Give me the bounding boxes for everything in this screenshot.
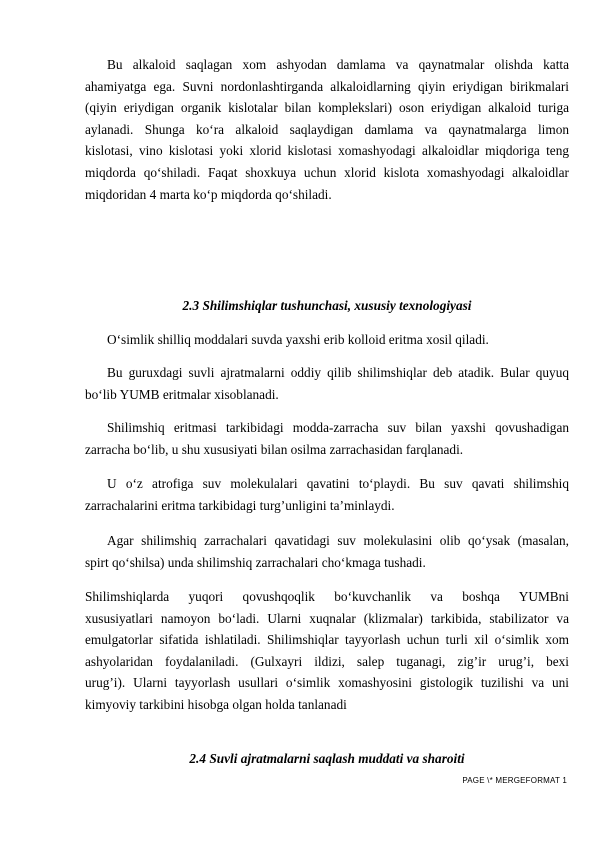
text-line: ashyolaridan foydalaniladi. (Gulxayri ildizi, salep tuganagi, zig’ir urug’i, bexi (85, 653, 569, 669)
paragraph-mucilage-particles (85, 417, 569, 460)
paragraph-mucilage-intro (85, 329, 569, 351)
text-line: bo‘lib YUMB eritmalar xisoblanadi. (85, 386, 279, 402)
section-heading-2-3: 2.3 Shilimshiqlar tushunchasi, xususiy texnologiyasi (182, 298, 472, 313)
text-line: (qiyin eriydigan organik kislotalar bilan komplekslari) oson eriydigan alkaloid turiga (85, 100, 569, 116)
text-line: zarrachalarini eritma tarkibidagi turg’unligini ta’minlaydi. (85, 497, 395, 513)
text-line: miqdorda qo‘shiladi. Faqat shoxkuya uchun xlorid kislota xomashyodagi alkaloidlar (85, 164, 569, 180)
text-line: Bu guruxdagi suvli ajratmalarni oddiy qilib shilimshiqlar deb atadik. Bular quyuq (107, 365, 569, 380)
paragraph-mucilage-properties (85, 586, 569, 716)
text-line: miqdoridan 4 marta ko‘p miqdorda qo‘shiladi. (85, 186, 332, 202)
section-heading-2-4: 2.4 Suvli ajratmalarni saqlash muddati va sharoiti (189, 751, 465, 766)
text-line: aylanadi. Shunga ko‘ra alkaloid saqlaydigan damlama va qaynatmalarga limon (85, 121, 569, 137)
text-line: zarracha bo‘lib, u shu xususiyati bilan osilma zarrachasidan farqlanadi. (85, 441, 464, 457)
text-line: Shilimshiq eritmasi tarkibidagi modda-zarracha suv bilan yaxshi qovushadigan (107, 420, 569, 435)
paragraph-precipitation (85, 530, 569, 573)
paragraph-mucilage-definition (85, 362, 569, 405)
text-line: Bu alkaloid saqlagan xom ashyodan damlama va qaynatmalar olishda katta (107, 57, 569, 72)
text-line: emulgatorlar sifatida ishlatiladi. Shilimshiqlar tayyorlash uchun turli xil o‘simlik xom (85, 632, 569, 648)
paragraph-water-layer (85, 473, 569, 516)
paragraph-alkaloid (85, 54, 569, 205)
text-line: xususiyatlari namoyon bo‘ladi. Ularni xuqnalar (klizmalar) tarkibida, stabilizator va (85, 610, 569, 626)
text-line: urug’i). Ularni tayyorlash usullari o‘simlik xomashyosini gistologik tuzilishi va uni (85, 675, 569, 691)
text-line: Shilimshiqlarda yuqori qovushqoqlik bo‘kuvchanlik va boshqa YUMBni (85, 589, 569, 604)
text-line: kislotasi, vino kislotasi yoki xlorid kislotasi xomashyodagi alkaloidlar miqdoriga teng (85, 143, 569, 159)
text-line: spirt qo‘shilsa) unda shilimshiq zarrachalari cho‘kmaga tushadi. (85, 554, 426, 570)
page-number-field: PAGE \* MERGEFORMAT 1 (462, 776, 567, 785)
text-line: Agar shilimshiq zarrachalari qavatidagi suv molekulasini olib qo‘ysak (masalan, (107, 533, 569, 548)
text-line: O‘simlik shilliq moddalari suvda yaxshi erib kolloid eritma xosil qiladi. (107, 332, 489, 347)
text-line: U o‘z atrofiga suv molekulalari qavatini to‘playdi. Bu suv qavati shilimshiq (107, 476, 569, 491)
text-line: kimyoviy tarkibini hisobga olgan holda tanlanadi (85, 696, 347, 712)
text-line: ahamiyatga ega. Suvni nordonlashtirganda alkaloidlarning qiyin eriydigan birikmalari (85, 78, 569, 94)
